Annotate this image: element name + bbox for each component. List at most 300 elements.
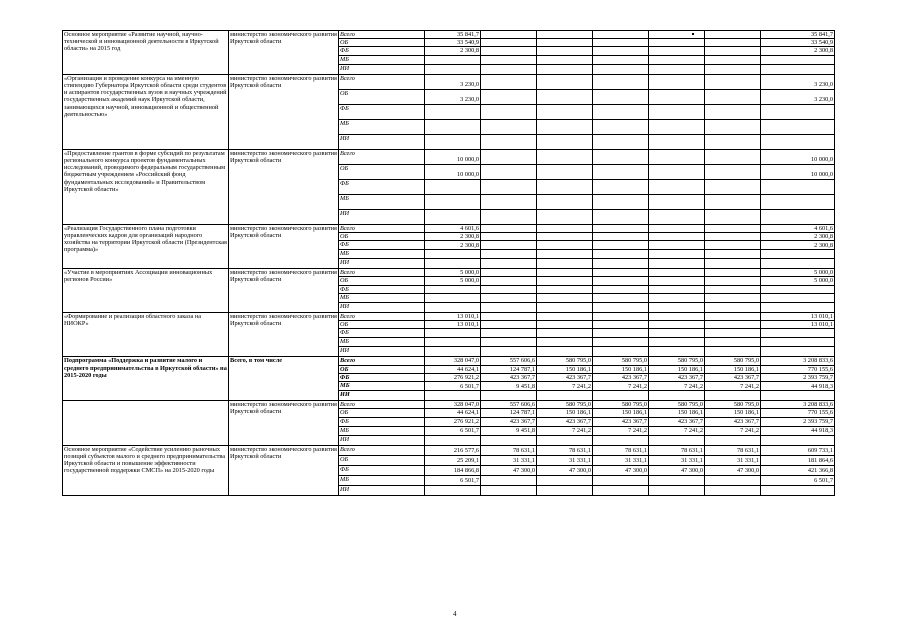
amount-cell xyxy=(705,104,761,119)
amount-cell xyxy=(649,391,705,401)
amount-cell: 6 501,7 xyxy=(425,426,481,435)
funding-source-cell: ФБ xyxy=(339,47,425,55)
total-cell: 2 393 759,7 xyxy=(761,417,835,426)
total-cell xyxy=(761,250,835,259)
amount-cell: 7 241,2 xyxy=(705,426,761,435)
amount-cell xyxy=(705,149,761,164)
amount-cell xyxy=(537,179,593,194)
total-cell: 2 300,8 xyxy=(761,232,835,240)
amount-cell xyxy=(425,302,481,312)
amount-cell: 150 186,1 xyxy=(649,409,705,417)
table-row xyxy=(63,224,835,232)
amount-cell xyxy=(593,285,649,293)
amount-cell: 5 000,0 xyxy=(425,269,481,277)
table-row xyxy=(63,312,835,320)
amount-cell xyxy=(705,209,761,224)
funding-source-cell: МБ xyxy=(339,55,425,64)
table-row xyxy=(63,74,835,89)
amount-cell xyxy=(537,347,593,357)
amount-cell xyxy=(705,302,761,312)
amount-cell: 150 186,1 xyxy=(705,409,761,417)
total-cell xyxy=(761,64,835,74)
amount-cell xyxy=(481,435,537,445)
amount-cell xyxy=(649,485,705,495)
amount-cell: 423 367,7 xyxy=(593,417,649,426)
funding-source-cell: ИИ xyxy=(339,64,425,74)
amount-cell xyxy=(537,435,593,445)
amount-cell xyxy=(649,31,705,39)
amount-cell: 557 606,6 xyxy=(481,357,537,365)
amount-cell xyxy=(537,224,593,232)
amount-cell xyxy=(481,224,537,232)
amount-cell xyxy=(481,209,537,224)
total-cell: 3 208 833,6 xyxy=(761,401,835,409)
funding-source-cell: Всего xyxy=(339,149,425,164)
measure-name-cell: «Участие в мероприятиях Ассоциации инновационных регионов России» xyxy=(63,269,229,313)
amount-cell xyxy=(649,224,705,232)
table-row xyxy=(63,401,835,409)
amount-cell xyxy=(593,31,649,39)
amount-cell: 150 186,1 xyxy=(593,409,649,417)
amount-cell xyxy=(425,209,481,224)
amount-cell xyxy=(705,164,761,179)
amount-cell: 557 606,6 xyxy=(481,401,537,409)
page-number: 4 xyxy=(453,610,457,618)
amount-cell xyxy=(705,391,761,401)
amount-cell: 423 367,7 xyxy=(705,417,761,426)
amount-cell: 150 186,1 xyxy=(593,365,649,373)
amount-cell xyxy=(705,31,761,39)
funding-source-cell: ОБ xyxy=(339,39,425,47)
amount-cell xyxy=(593,64,649,74)
funding-source-cell: МБ xyxy=(339,250,425,259)
amount-cell: 31 331,1 xyxy=(705,455,761,465)
amount-cell xyxy=(593,119,649,134)
amount-cell xyxy=(537,194,593,209)
measure-name-cell xyxy=(63,401,229,445)
amount-cell: 150 186,1 xyxy=(705,365,761,373)
amount-cell: 47 300,0 xyxy=(593,465,649,475)
amount-cell xyxy=(649,64,705,74)
amount-cell xyxy=(425,329,481,338)
amount-cell: 580 795,0 xyxy=(593,401,649,409)
amount-cell xyxy=(481,329,537,338)
responsible-cell: министерство экономического развития Иркутской области xyxy=(229,31,339,75)
amount-cell xyxy=(705,64,761,74)
amount-cell xyxy=(481,269,537,277)
total-cell: 5 000,0 xyxy=(761,277,835,285)
amount-cell xyxy=(705,435,761,445)
total-cell xyxy=(761,485,835,495)
amount-cell xyxy=(425,179,481,194)
funding-source-cell: ФБ xyxy=(339,179,425,194)
amount-cell: 44 624,1 xyxy=(425,365,481,373)
amount-cell xyxy=(593,347,649,357)
amount-cell xyxy=(593,391,649,401)
amount-cell xyxy=(649,149,705,164)
amount-cell xyxy=(649,119,705,134)
amount-cell xyxy=(649,241,705,250)
amount-cell xyxy=(649,55,705,64)
amount-cell xyxy=(705,269,761,277)
amount-cell xyxy=(705,119,761,134)
amount-cell xyxy=(537,64,593,74)
amount-cell xyxy=(649,74,705,89)
amount-cell xyxy=(481,89,537,104)
total-cell: 2 300,8 xyxy=(761,47,835,55)
amount-cell xyxy=(649,250,705,259)
amount-cell: 6 501,7 xyxy=(425,382,481,391)
funding-source-cell: ФБ xyxy=(339,373,425,381)
amount-cell xyxy=(593,338,649,347)
amount-cell xyxy=(481,338,537,347)
total-cell: 5 000,0 xyxy=(761,269,835,277)
amount-cell xyxy=(425,64,481,74)
funding-source-cell: Всего xyxy=(339,31,425,39)
amount-cell xyxy=(537,31,593,39)
amount-cell: 580 795,0 xyxy=(705,357,761,365)
amount-cell xyxy=(593,475,649,485)
amount-cell xyxy=(481,104,537,119)
amount-cell xyxy=(481,149,537,164)
amount-cell: 7 241,2 xyxy=(593,426,649,435)
amount-cell xyxy=(649,179,705,194)
amount-cell: 328 047,0 xyxy=(425,401,481,409)
amount-cell xyxy=(481,164,537,179)
total-cell: 13 010,1 xyxy=(761,321,835,329)
total-cell xyxy=(761,55,835,64)
amount-cell: 47 300,0 xyxy=(705,465,761,475)
amount-cell xyxy=(425,104,481,119)
amount-cell xyxy=(537,119,593,134)
amount-cell: 47 300,0 xyxy=(537,465,593,475)
amount-cell xyxy=(537,259,593,269)
amount-cell xyxy=(537,485,593,495)
amount-cell xyxy=(537,74,593,89)
funding-source-cell: ОБ xyxy=(339,277,425,285)
amount-cell xyxy=(481,241,537,250)
amount-cell xyxy=(425,293,481,302)
amount-cell xyxy=(481,285,537,293)
amount-cell xyxy=(481,293,537,302)
amount-cell xyxy=(593,74,649,89)
amount-cell xyxy=(537,391,593,401)
table-row xyxy=(63,357,835,365)
amount-cell: 13 010,1 xyxy=(425,312,481,320)
amount-cell xyxy=(537,338,593,347)
funding-source-cell: МБ xyxy=(339,475,425,485)
total-cell xyxy=(761,179,835,194)
amount-cell xyxy=(649,285,705,293)
total-cell xyxy=(761,329,835,338)
amount-cell xyxy=(649,269,705,277)
funding-source-cell: ИИ xyxy=(339,302,425,312)
amount-cell xyxy=(705,134,761,149)
amount-cell xyxy=(705,338,761,347)
funding-source-cell: МБ xyxy=(339,293,425,302)
amount-cell: 2 300,8 xyxy=(425,47,481,55)
measure-name-cell: Основное мероприятие «Развитие научной, научно-технической и инновационной деятельности в Иркутской области» на 2015 год xyxy=(63,31,229,75)
responsible-cell: министерство экономического развития Иркутской области xyxy=(229,149,339,224)
total-cell xyxy=(761,338,835,347)
measure-name-cell: Основное мероприятие «Содействие усилению рыночных позиций субъектов малого и среднего предпринимательства Иркутской области и повышение эффективности государственной поддержки СМСП» на 2015-2020 годы xyxy=(63,445,229,495)
total-cell xyxy=(761,104,835,119)
amount-cell xyxy=(425,391,481,401)
amount-cell xyxy=(481,259,537,269)
amount-cell xyxy=(537,293,593,302)
amount-cell: 44 624,1 xyxy=(425,409,481,417)
amount-cell xyxy=(481,347,537,357)
amount-cell xyxy=(705,312,761,320)
total-cell xyxy=(761,391,835,401)
total-cell: 770 155,6 xyxy=(761,409,835,417)
amount-cell: 10 000,0 xyxy=(425,149,481,164)
amount-cell: 7 241,2 xyxy=(649,382,705,391)
amount-cell xyxy=(537,329,593,338)
amount-cell xyxy=(537,55,593,64)
funding-source-cell: ОБ xyxy=(339,455,425,465)
funding-source-cell: ОБ xyxy=(339,164,425,179)
funding-source-cell: ОБ xyxy=(339,365,425,373)
budget-table-body xyxy=(63,31,835,496)
funding-source-cell: ИИ xyxy=(339,485,425,495)
amount-cell: 31 331,1 xyxy=(649,455,705,465)
total-cell xyxy=(761,435,835,445)
amount-cell xyxy=(649,293,705,302)
amount-cell xyxy=(705,55,761,64)
amount-cell xyxy=(593,269,649,277)
total-cell xyxy=(761,302,835,312)
funding-source-cell: ФБ xyxy=(339,285,425,293)
amount-cell: 7 241,2 xyxy=(593,382,649,391)
funding-source-cell: ИИ xyxy=(339,391,425,401)
total-cell: 3 230,0 xyxy=(761,89,835,104)
amount-cell xyxy=(537,250,593,259)
amount-cell xyxy=(705,39,761,47)
funding-source-cell: Всего xyxy=(339,224,425,232)
amount-cell: 9 451,8 xyxy=(481,382,537,391)
amount-cell: 33 540,9 xyxy=(425,39,481,47)
measure-name-cell: Подпрограмма «Поддержка и развитие малого и среднего предпринимательства в Иркутской области» на 2015-2020 годы xyxy=(63,357,229,401)
amount-cell xyxy=(593,209,649,224)
amount-cell: 423 367,7 xyxy=(593,373,649,381)
amount-cell xyxy=(705,347,761,357)
measure-name-cell: «Реализация Государственного плана подготовки управленческих кадров для организаций народного хозяйства на территории Иркутской области (Президентская программа)» xyxy=(63,224,229,268)
total-cell xyxy=(761,194,835,209)
amount-cell xyxy=(705,74,761,89)
amount-cell xyxy=(705,250,761,259)
amount-cell xyxy=(649,347,705,357)
amount-cell xyxy=(705,47,761,55)
budget-table xyxy=(62,30,835,496)
amount-cell: 423 367,7 xyxy=(705,373,761,381)
amount-cell: 580 795,0 xyxy=(537,357,593,365)
amount-cell xyxy=(537,47,593,55)
responsible-cell: Всего, в том числе xyxy=(229,357,339,401)
amount-cell: 2 300,8 xyxy=(425,232,481,240)
funding-source-cell: МБ xyxy=(339,338,425,347)
amount-cell: 276 921,2 xyxy=(425,373,481,381)
amount-cell: 7 241,2 xyxy=(537,426,593,435)
funding-source-cell: ФБ xyxy=(339,241,425,250)
total-cell: 10 000,0 xyxy=(761,164,835,179)
amount-cell xyxy=(537,475,593,485)
funding-source-cell: МБ xyxy=(339,426,425,435)
amount-cell: 328 047,0 xyxy=(425,357,481,365)
amount-cell xyxy=(649,312,705,320)
amount-cell: 150 186,1 xyxy=(537,409,593,417)
amount-cell xyxy=(705,285,761,293)
amount-cell: 78 631,1 xyxy=(593,445,649,455)
amount-cell xyxy=(705,259,761,269)
amount-cell xyxy=(425,285,481,293)
amount-cell xyxy=(593,179,649,194)
amount-cell xyxy=(481,232,537,240)
amount-cell xyxy=(481,194,537,209)
amount-cell: 216 577,6 xyxy=(425,445,481,455)
amount-cell xyxy=(705,329,761,338)
amount-cell xyxy=(593,224,649,232)
amount-cell: 423 367,7 xyxy=(649,417,705,426)
funding-source-cell: ОБ xyxy=(339,321,425,329)
amount-cell xyxy=(537,302,593,312)
amount-cell xyxy=(481,134,537,149)
amount-cell xyxy=(649,475,705,485)
amount-cell: 423 367,7 xyxy=(537,417,593,426)
amount-cell xyxy=(649,164,705,179)
amount-cell xyxy=(425,134,481,149)
total-cell: 3 230,0 xyxy=(761,74,835,89)
amount-cell xyxy=(537,232,593,240)
total-cell: 33 540,9 xyxy=(761,39,835,47)
amount-cell: 9 451,8 xyxy=(481,426,537,435)
total-cell xyxy=(761,119,835,134)
funding-source-cell: Всего xyxy=(339,401,425,409)
total-cell xyxy=(761,347,835,357)
amount-cell: 31 331,1 xyxy=(481,455,537,465)
amount-cell xyxy=(537,209,593,224)
amount-cell xyxy=(649,329,705,338)
responsible-cell: министерство экономического развития Иркутской области xyxy=(229,312,339,356)
amount-cell: 78 631,1 xyxy=(537,445,593,455)
amount-cell: 3 230,0 xyxy=(425,74,481,89)
amount-cell xyxy=(649,302,705,312)
amount-cell: 7 241,2 xyxy=(537,382,593,391)
table-row xyxy=(63,269,835,277)
total-cell: 44 918,3 xyxy=(761,426,835,435)
funding-source-cell: ИИ xyxy=(339,209,425,224)
amount-cell xyxy=(593,47,649,55)
total-cell xyxy=(761,209,835,224)
amount-cell xyxy=(537,277,593,285)
amount-cell xyxy=(481,277,537,285)
amount-cell xyxy=(593,55,649,64)
amount-cell xyxy=(593,329,649,338)
total-cell xyxy=(761,285,835,293)
amount-cell xyxy=(481,47,537,55)
amount-cell xyxy=(537,269,593,277)
amount-cell xyxy=(593,485,649,495)
amount-cell xyxy=(481,55,537,64)
amount-cell xyxy=(593,232,649,240)
amount-cell xyxy=(705,232,761,240)
amount-cell: 4 601,6 xyxy=(425,224,481,232)
total-cell: 6 501,7 xyxy=(761,475,835,485)
amount-cell: 47 300,0 xyxy=(649,465,705,475)
responsible-cell: министерство экономического развития Иркутской области xyxy=(229,269,339,313)
amount-cell xyxy=(705,277,761,285)
amount-cell xyxy=(425,347,481,357)
amount-cell xyxy=(705,179,761,194)
funding-source-cell: ИИ xyxy=(339,347,425,357)
funding-source-cell: ФБ xyxy=(339,417,425,426)
amount-cell xyxy=(705,89,761,104)
amount-cell: 184 866,8 xyxy=(425,465,481,475)
amount-cell xyxy=(425,250,481,259)
amount-cell xyxy=(537,241,593,250)
funding-source-cell: МБ xyxy=(339,119,425,134)
amount-cell: 423 367,7 xyxy=(649,373,705,381)
amount-cell: 31 331,1 xyxy=(537,455,593,465)
amount-cell xyxy=(593,250,649,259)
amount-cell: 423 367,7 xyxy=(481,373,537,381)
funding-source-cell: Всего xyxy=(339,74,425,89)
amount-cell xyxy=(425,338,481,347)
amount-cell xyxy=(537,39,593,47)
amount-cell: 2 300,8 xyxy=(425,241,481,250)
amount-cell xyxy=(593,302,649,312)
amount-cell xyxy=(705,224,761,232)
responsible-cell: министерство экономического развития Иркутской области xyxy=(229,401,339,445)
amount-cell xyxy=(705,321,761,329)
amount-cell: 580 795,0 xyxy=(593,357,649,365)
responsible-cell: министерство экономического развития Иркутской области xyxy=(229,445,339,495)
amount-cell xyxy=(425,55,481,64)
amount-cell: 423 367,7 xyxy=(481,417,537,426)
funding-source-cell: ИИ xyxy=(339,259,425,269)
funding-source-cell: ИИ xyxy=(339,134,425,149)
total-cell: 3 208 833,6 xyxy=(761,357,835,365)
amount-cell xyxy=(537,321,593,329)
amount-cell: 35 841,7 xyxy=(425,31,481,39)
amount-cell: 6 501,7 xyxy=(425,475,481,485)
amount-cell xyxy=(593,104,649,119)
amount-cell xyxy=(481,250,537,259)
amount-cell: 580 795,0 xyxy=(705,401,761,409)
funding-source-cell: Всего xyxy=(339,445,425,455)
amount-cell xyxy=(593,164,649,179)
funding-source-cell: Всего xyxy=(339,357,425,365)
amount-cell xyxy=(593,134,649,149)
total-cell: 181 864,6 xyxy=(761,455,835,465)
amount-cell xyxy=(705,475,761,485)
funding-source-cell: ОБ xyxy=(339,409,425,417)
amount-cell xyxy=(481,119,537,134)
amount-cell xyxy=(481,74,537,89)
amount-cell xyxy=(481,179,537,194)
amount-cell xyxy=(481,391,537,401)
amount-cell xyxy=(481,312,537,320)
amount-cell xyxy=(481,31,537,39)
funding-source-cell: Всего xyxy=(339,312,425,320)
amount-cell xyxy=(481,485,537,495)
amount-cell: 124 787,1 xyxy=(481,365,537,373)
funding-source-cell: ОБ xyxy=(339,232,425,240)
amount-cell: 580 795,0 xyxy=(649,357,705,365)
table-row xyxy=(63,445,835,455)
amount-cell xyxy=(593,259,649,269)
amount-cell xyxy=(649,134,705,149)
